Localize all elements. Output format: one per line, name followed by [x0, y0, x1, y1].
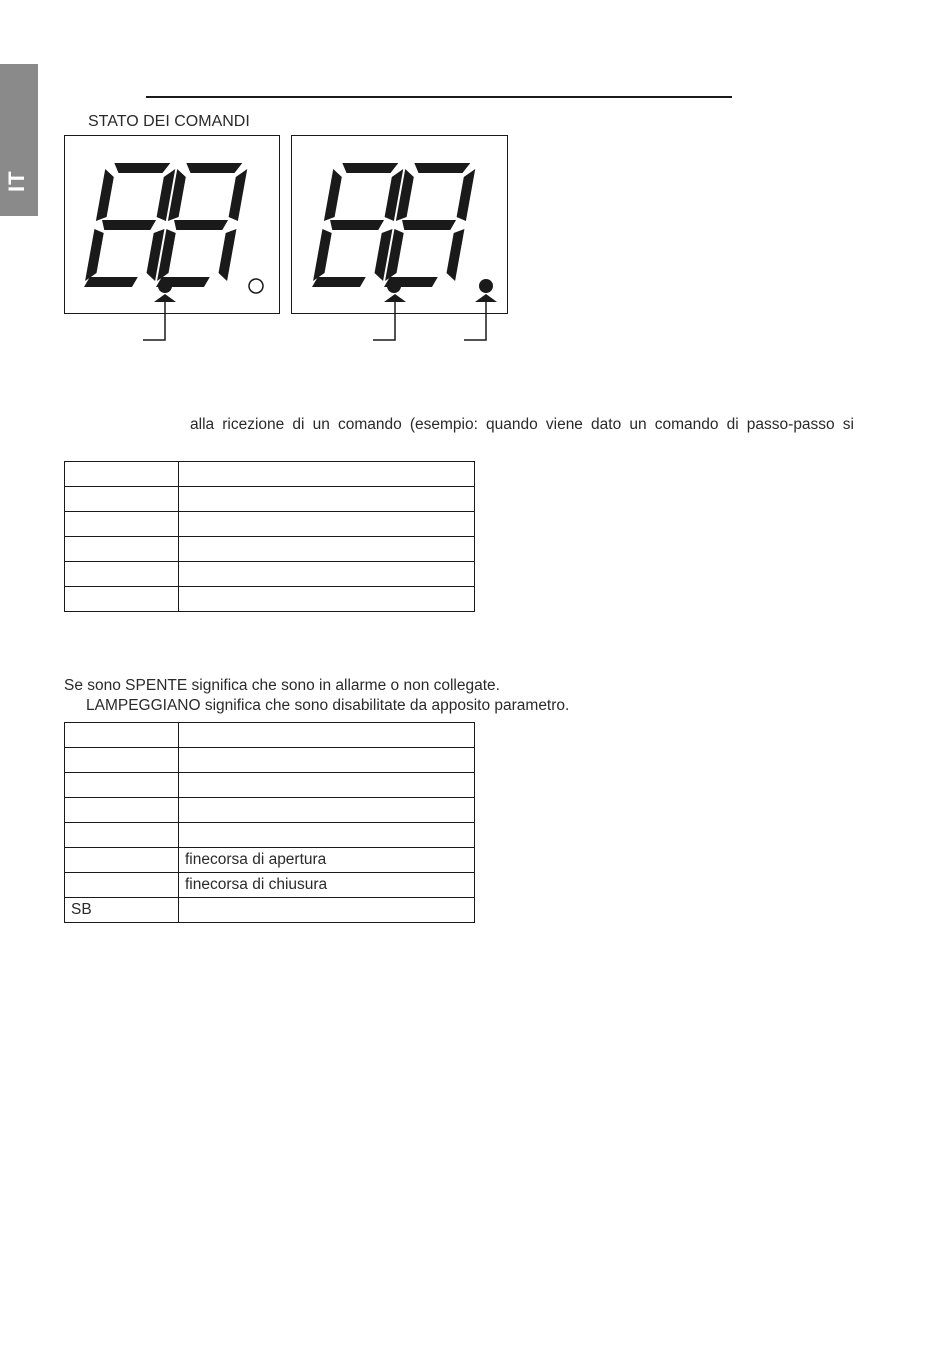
display-segment: [414, 163, 470, 173]
arrow-head-icon: [384, 294, 406, 302]
display-segment: [402, 220, 456, 230]
table-row: [65, 587, 475, 612]
table-cell-code: [65, 537, 179, 562]
leader-line: [143, 300, 165, 340]
table-row: [65, 898, 475, 923]
table-cell-description: [179, 773, 475, 798]
table-cell-code: [65, 748, 179, 773]
table-row: [65, 723, 475, 748]
decimal-point-dot-fa: [387, 279, 401, 293]
decimal-point-dot-fc: [479, 279, 493, 293]
label-fc: FC: [470, 238, 481, 253]
table-row: [65, 823, 475, 848]
table-row: [65, 562, 475, 587]
table-cell-description: [179, 587, 475, 612]
display-segment: [102, 220, 156, 230]
table-cell-code: SB: [65, 898, 179, 923]
table-cell-description: [179, 537, 475, 562]
display-segment: [313, 229, 332, 281]
display-segment: [219, 229, 237, 281]
table-cell-code: [65, 798, 179, 823]
display-segment: [85, 229, 104, 281]
table-cell-code: [65, 562, 179, 587]
paragraph-off-line: Se sono SPENTE significa che sono in allarme o non collegate.: [64, 677, 500, 694]
table-cell-description: [179, 798, 475, 823]
decimal-point-dot: [158, 279, 172, 293]
table-row: [65, 798, 475, 823]
table-row: [65, 537, 475, 562]
table-cell-code: [65, 512, 179, 537]
paragraph-command-reception: alla ricezione di un comando (esempio: quando viene dato un comando di passo-passo si: [190, 416, 854, 433]
table-cell-description: [179, 723, 475, 748]
language-tab-label: IT: [4, 170, 29, 192]
display-segment: [174, 220, 228, 230]
paragraph-blink-line: LAMPEGGIANO significa che sono disabilitate da apposito parametro.: [86, 697, 570, 714]
decimal-point-dot-off: [249, 279, 263, 293]
display-segment: [312, 277, 366, 287]
table-cell-description: finecorsa di apertura: [179, 848, 475, 873]
seven-segment-diagram: [0, 0, 950, 400]
table-cell-code: [65, 462, 179, 487]
table-cell-code: [65, 773, 179, 798]
table-cell-description: [179, 898, 475, 923]
table-cell-description: [179, 512, 475, 537]
table-cell-code: [65, 587, 179, 612]
table-row: [65, 487, 475, 512]
display-segment: [186, 163, 242, 173]
table-cell-description: [179, 487, 475, 512]
table-row: [65, 873, 475, 898]
table-cell-code: [65, 848, 179, 873]
display-segment: [342, 163, 398, 173]
table-row: [65, 848, 475, 873]
table-row: [65, 748, 475, 773]
display-segment: [457, 169, 476, 221]
table-row: [65, 462, 475, 487]
table-cell-description: [179, 562, 475, 587]
table-cell-description: [179, 462, 475, 487]
safety-status-table: [64, 722, 475, 923]
table-row: [65, 512, 475, 537]
display-segment: [114, 163, 170, 173]
section-title: STATO DEI COMANDI: [88, 113, 250, 130]
table-cell-description: [179, 748, 475, 773]
table-row: [65, 773, 475, 798]
table-cell-code: [65, 723, 179, 748]
table-cell-description: finecorsa di chiusura: [179, 873, 475, 898]
display-segment: [229, 169, 248, 221]
display-segment: [84, 277, 138, 287]
table-cell-code: [65, 823, 179, 848]
display-segment: [330, 220, 384, 230]
command-status-table: [64, 461, 475, 612]
display-segment: [324, 169, 342, 221]
table-cell-description: [179, 823, 475, 848]
leader-line: [373, 300, 395, 340]
table-cell-code: [65, 873, 179, 898]
arrow-head-icon: [154, 294, 176, 302]
display-segment: [447, 229, 465, 281]
arrow-head-icon: [475, 294, 497, 302]
display-segment: [96, 169, 114, 221]
table-cell-code: [65, 487, 179, 512]
leader-line: [464, 300, 486, 340]
label-fa: FA: [409, 244, 420, 258]
